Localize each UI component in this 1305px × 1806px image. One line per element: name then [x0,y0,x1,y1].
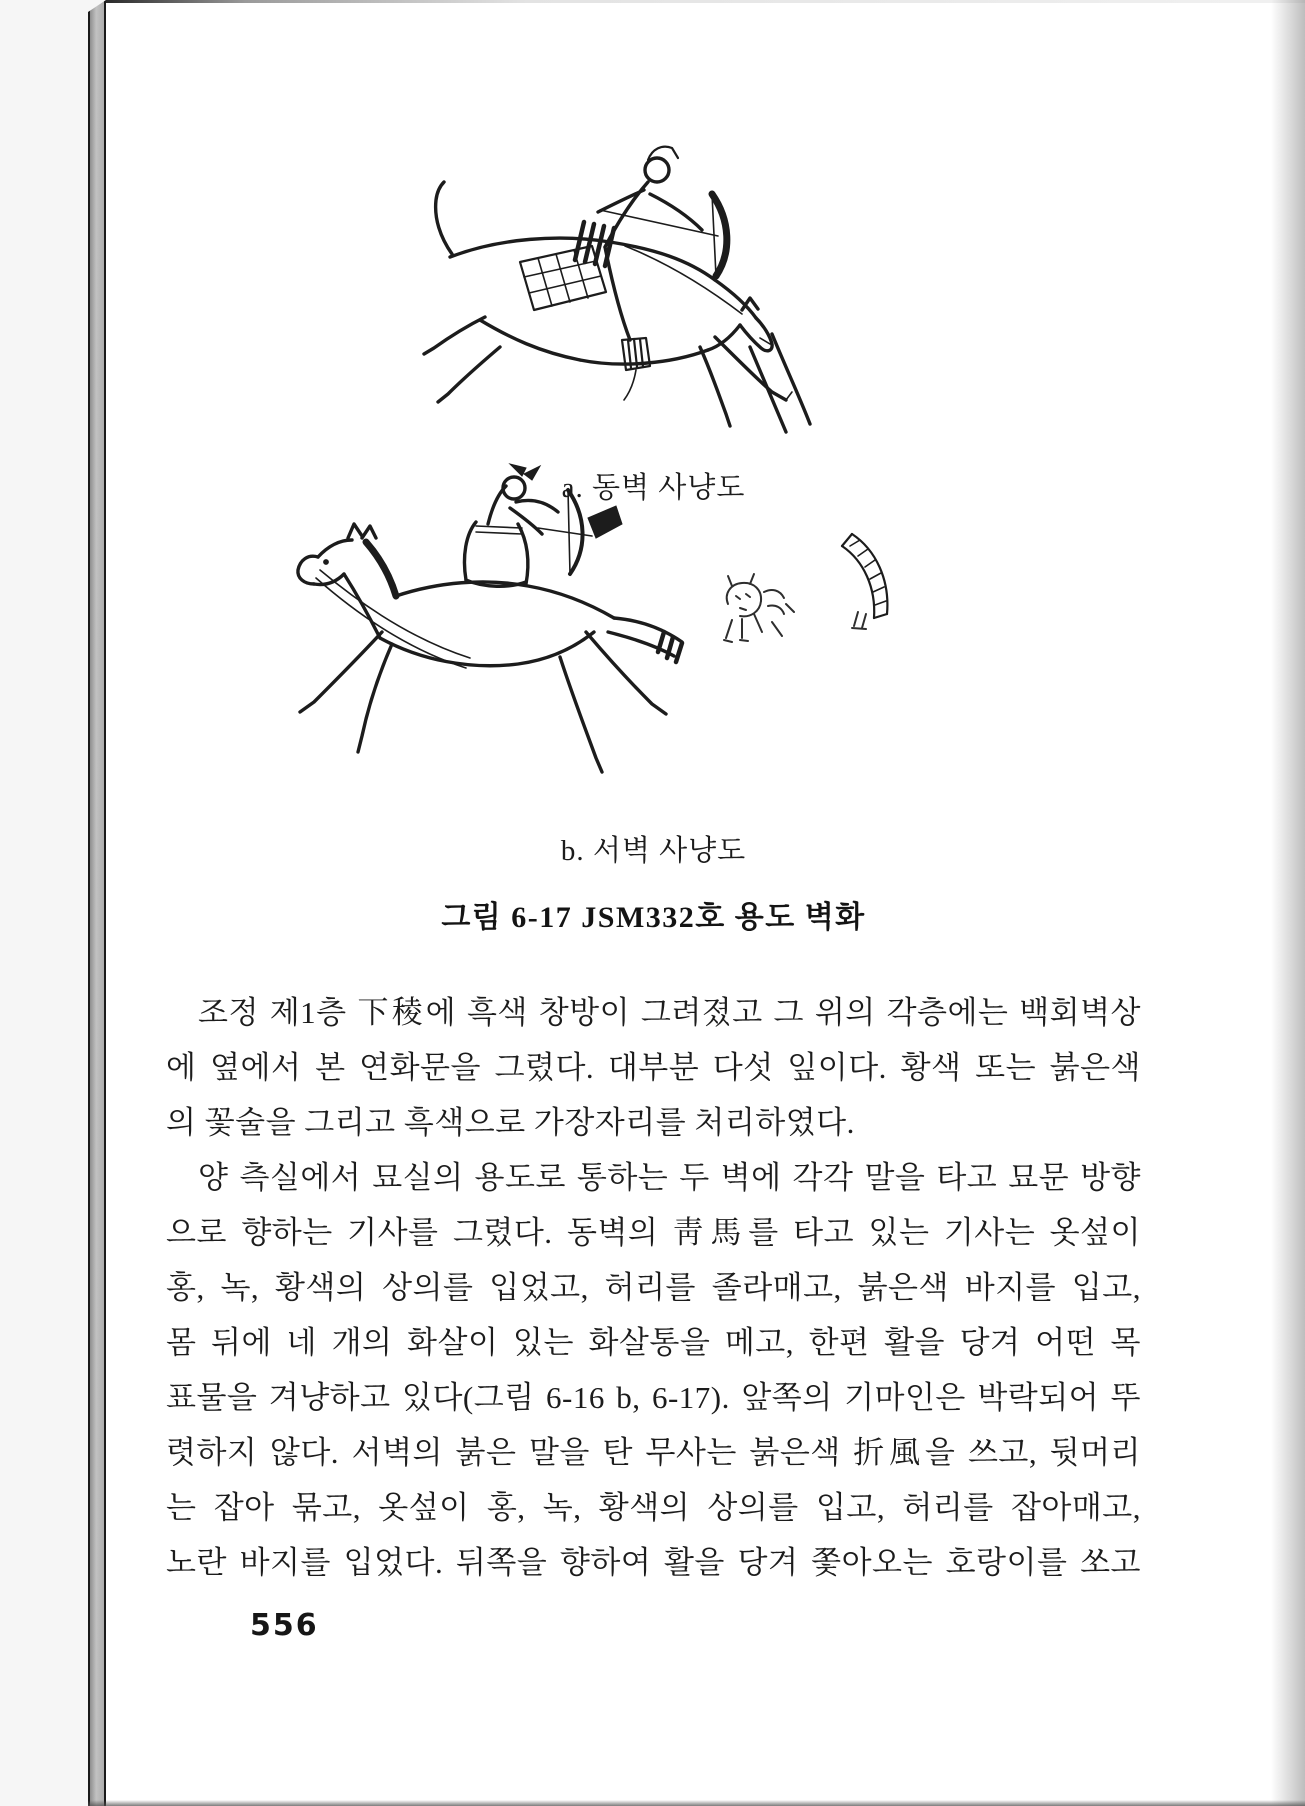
paper-top-edge [106,0,1305,3]
body-text-line: 양 측실에서 묘실의 용도로 통하는 두 벽에 각각 말을 타고 묘문 방향 [198,1160,1141,1195]
west-wall-hunting-drawing [270,462,910,832]
book-spine-edge [88,0,106,1806]
body-text-line: 의 꽃술을 그리고 흑색으로 가장자리를 처리하였다. [166,1105,855,1140]
striped-bow-object [842,534,887,629]
body-text-line: 홍, 녹, 황색의 상의를 입었고, 허리를 졸라매고, 붉은색 바지를 입고, [166,1270,1141,1305]
tiger-sketch [724,574,794,642]
east-wall-hunting-drawing [420,142,810,477]
quiver-patch [588,506,622,538]
body-text-line: 으로 향하는 기사를 그렸다. 동벽의 靑馬를 타고 있는 기사는 옷섶이 [166,1215,1141,1250]
page-number: 556 [250,1608,319,1643]
body-text-line: 조정 제1층 下稜에 흑색 창방이 그려졌고 그 위의 각층에는 백회벽상 [198,995,1141,1030]
body-text-line: 는 잡아 묶고, 옷섶이 홍, 녹, 황색의 상의를 입고, 허리를 잡아매고, [166,1490,1141,1525]
figure-caption: 그림 6-17 JSM332호 용도 벽화 [441,901,866,934]
mane [366,542,396,596]
body-text-line: 몸 뒤에 네 개의 화살이 있는 화살통을 메고, 한편 활을 당겨 어떤 목 [166,1325,1141,1360]
caption-west-wall: b. 서벽 사냥도 [560,835,747,867]
rider-west [464,464,622,586]
body-text [166,985,1141,1590]
body-text-line: 렷하지 않다. 서벽의 붉은 말을 탄 무사는 붉은색 折風을 쓰고, 뒷머리 [166,1435,1141,1470]
horse-west [298,524,682,772]
body-text-line: 표물을 겨냥하고 있다(그림 6-16 b, 6-17). 앞쪽의 기마인은 박락되어 뚜 [166,1380,1141,1415]
caption-east-wall: a. 동벽 사냥도 [561,472,746,504]
horse-east [424,182,810,432]
saddle-blanket-grid [520,246,606,310]
body-text-line: 에 옆에서 본 연화문을 그렸다. 대부분 다섯 잎이다. 황색 또는 붉은색 [166,1050,1141,1085]
body-text-line: 노란 바지를 입었다. 뒤쪽을 향하여 활을 당겨 쫓아오는 호랑이를 쏘고 [166,1545,1141,1580]
